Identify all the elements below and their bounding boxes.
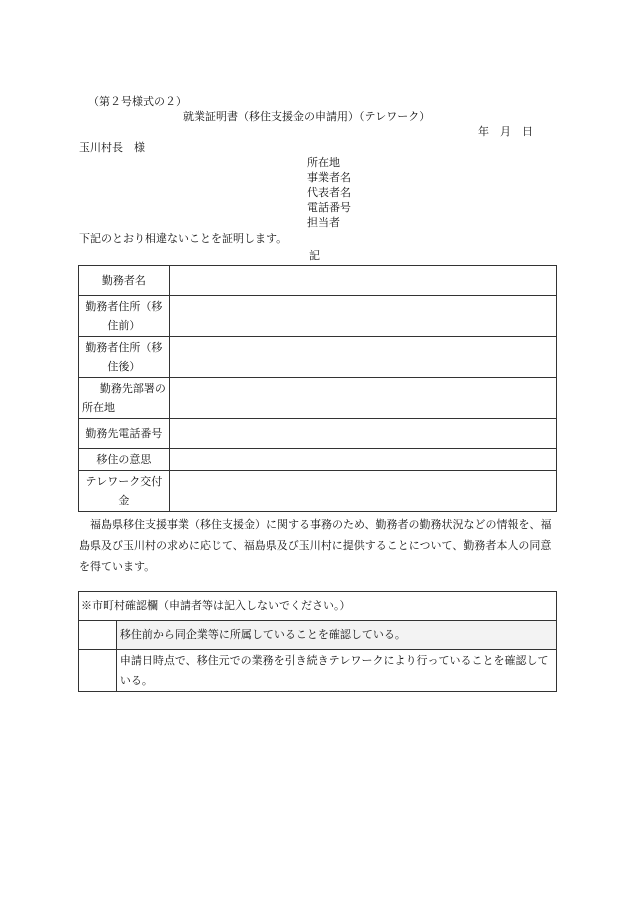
label-office-phone: 勤務先電話番号 xyxy=(79,419,170,449)
table-row xyxy=(79,592,557,621)
table-row xyxy=(79,419,557,449)
label-office-location: 勤務先部署の 所在地 xyxy=(79,378,170,419)
table-row xyxy=(79,337,557,378)
field-business-name: 事業者名 xyxy=(307,171,351,184)
check-item-1: 移住前から同企業等に所属していることを確認している。 xyxy=(116,621,556,650)
consent-paragraph: 福島県移住支援事業（移住支援金）に関する事務のため、勤務者の勤務状況などの情報を、福島県及び玉川村の求めに応じて、福島県及び玉川村に提供することについて、勤務者本人の同意を得ています。 xyxy=(79,518,552,573)
check-box-cell-1[interactable] xyxy=(79,621,117,650)
table-row xyxy=(79,378,557,419)
recipient: 玉川村長 様 xyxy=(79,141,145,154)
label-relocation-intent: 移住の意思 xyxy=(79,449,170,471)
check-box-cell-2[interactable] xyxy=(79,650,117,692)
address-after-field[interactable] xyxy=(169,337,556,378)
field-representative: 代表者名 xyxy=(307,186,351,199)
field-address: 所在地 xyxy=(307,156,340,169)
office-phone-field[interactable] xyxy=(169,419,556,449)
label-worker-name: 勤務者名 xyxy=(79,266,170,296)
address-before-field[interactable] xyxy=(169,296,556,337)
municipal-check-table xyxy=(78,591,557,692)
label-telework-grant: テレワーク交付 金 xyxy=(79,471,170,512)
table-row xyxy=(79,296,557,337)
telework-grant-field[interactable] xyxy=(169,471,556,512)
field-contact-person: 担当者 xyxy=(307,216,340,229)
label-address-after: 勤務者住所（移 住後） xyxy=(79,337,170,378)
table-row xyxy=(79,621,557,650)
certify-text: 下記のとおり相違ないことを証明します。 xyxy=(79,232,288,245)
label-address-before: 勤務者住所（移 住前） xyxy=(79,296,170,337)
table-row xyxy=(79,650,557,692)
worker-name-field[interactable] xyxy=(169,266,556,296)
table-row xyxy=(79,471,557,512)
ki-heading: 記 xyxy=(309,249,320,262)
field-phone: 電話番号 xyxy=(307,201,351,214)
date-line: 年 月 日 xyxy=(478,125,533,138)
office-location-field[interactable] xyxy=(169,378,556,419)
table-row xyxy=(79,266,557,296)
form-number: （第２号様式の２） xyxy=(88,95,187,108)
check-item-2: 申請日時点で、移住元での業務を引き続きテレワークにより行っていることを確認している。 xyxy=(116,650,556,692)
employment-table xyxy=(78,265,557,512)
relocation-intent-field[interactable] xyxy=(169,449,556,471)
table-row xyxy=(79,449,557,471)
municipal-check-header: ※市町村確認欄（申請者等は記入しないでください。） xyxy=(79,592,557,621)
page-title: 就業証明書（移住支援金の申請用）（テレワーク） xyxy=(183,110,431,123)
